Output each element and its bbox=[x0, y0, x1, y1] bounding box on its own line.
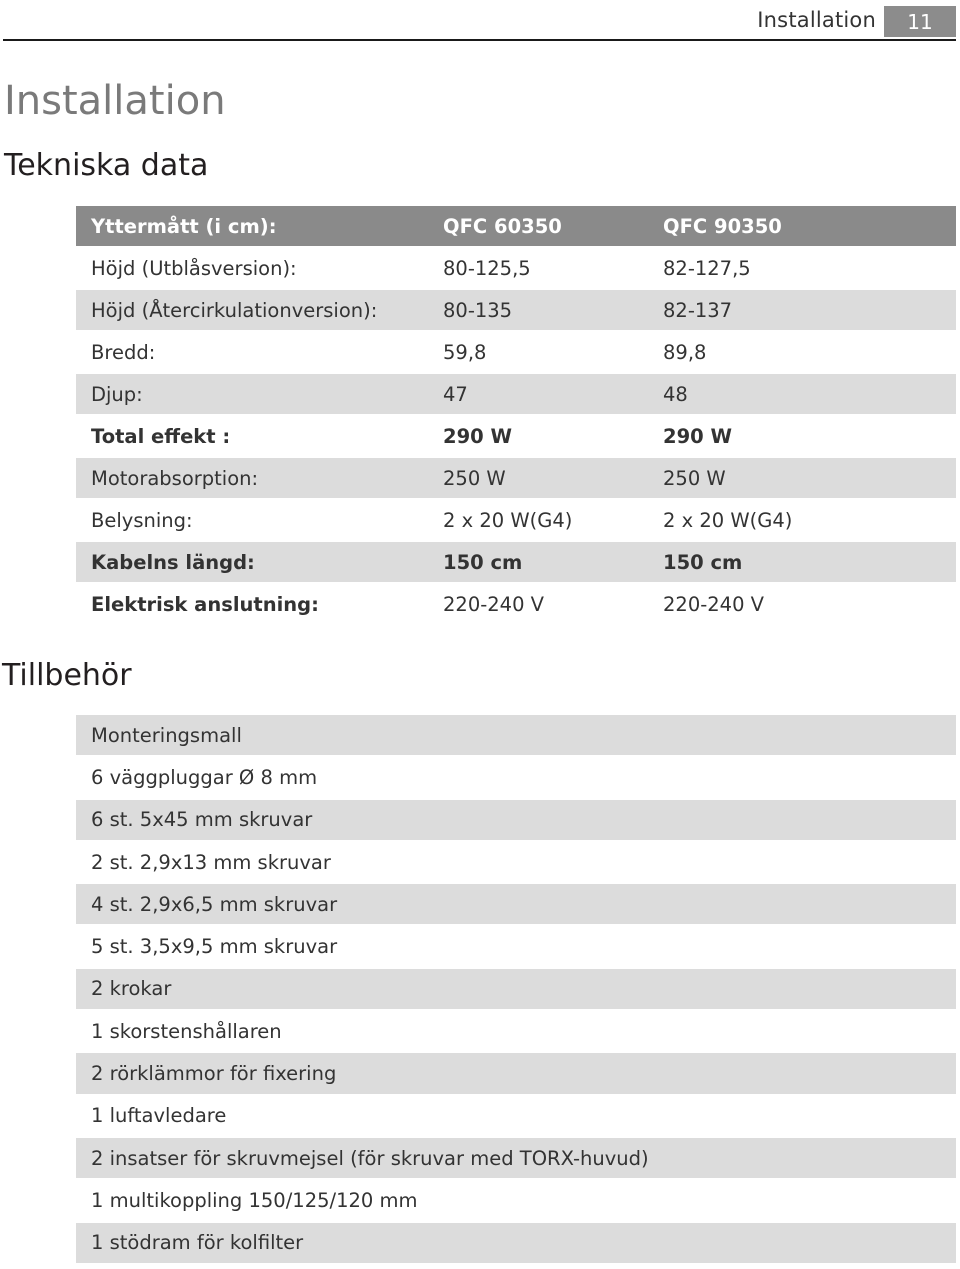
row-label: Höjd (Återcirkulationversion): bbox=[76, 290, 443, 330]
list-item-text: 1 stödram för kolfilter bbox=[76, 1223, 956, 1263]
row-value-60: 250 W bbox=[443, 458, 663, 498]
list-item-text: 2 insatser för skruvmejsel (för skruvar med TORX-huvud) bbox=[76, 1138, 956, 1178]
table-row bbox=[76, 332, 956, 372]
row-value-60: 80-135 bbox=[443, 290, 663, 330]
row-label: Höjd (Utblåsversion): bbox=[76, 248, 443, 288]
list-item-text: 1 skorstenshållaren bbox=[76, 1011, 956, 1051]
page-number-box bbox=[884, 6, 956, 37]
row-label: Belysning: bbox=[76, 500, 443, 540]
list-item-text: Monteringsmall bbox=[76, 715, 956, 755]
page-title: Installation bbox=[4, 78, 226, 124]
row-value-60: 220-240 V bbox=[443, 584, 663, 624]
row-value-60: 150 cm bbox=[443, 542, 663, 582]
row-value-90: 2 x 20 W(G4) bbox=[663, 500, 956, 540]
page-number: 11 bbox=[907, 9, 933, 34]
table-header-row bbox=[76, 206, 956, 246]
row-value-90: 220-240 V bbox=[663, 584, 956, 624]
table-row bbox=[76, 416, 956, 456]
table-row bbox=[76, 290, 956, 330]
list-item-text: 2 krokar bbox=[76, 969, 956, 1009]
header-cell-dimensions: Yttermått (i cm): bbox=[76, 206, 443, 246]
list-item-text: 6 väggpluggar Ø 8 mm bbox=[76, 757, 956, 797]
list-item-text: 1 multikoppling 150/125/120 mm bbox=[76, 1180, 956, 1220]
list-item-text: 5 st. 3,5x9,5 mm skruvar bbox=[76, 926, 956, 966]
row-value-90: 150 cm bbox=[663, 542, 956, 582]
header-cell-model-90: QFC 90350 bbox=[663, 206, 956, 246]
table-row bbox=[76, 542, 956, 582]
table-row bbox=[76, 500, 956, 540]
table-row bbox=[76, 584, 956, 624]
tillbehor-heading: Tillbehör bbox=[2, 658, 132, 693]
row-value-90: 250 W bbox=[663, 458, 956, 498]
row-label: Kabelns längd: bbox=[76, 542, 443, 582]
list-item bbox=[76, 1138, 956, 1178]
page-header bbox=[0, 0, 960, 40]
row-value-60: 290 W bbox=[443, 416, 663, 456]
row-value-90: 82-127,5 bbox=[663, 248, 956, 288]
row-value-60: 2 x 20 W(G4) bbox=[443, 500, 663, 540]
row-label: Motorabsorption: bbox=[76, 458, 443, 498]
list-item-text: 2 rörklämmor för fixering bbox=[76, 1053, 956, 1093]
list-item bbox=[76, 1223, 956, 1263]
header-cell-model-60: QFC 60350 bbox=[443, 206, 663, 246]
row-value-90: 290 W bbox=[663, 416, 956, 456]
row-label: Total effekt : bbox=[76, 416, 443, 456]
row-value-90: 82-137 bbox=[663, 290, 956, 330]
header-section-title: Installation bbox=[757, 8, 876, 32]
list-item bbox=[76, 757, 956, 797]
list-item bbox=[76, 1096, 956, 1136]
list-item bbox=[76, 1011, 956, 1051]
row-value-60: 47 bbox=[443, 374, 663, 414]
row-label: Bredd: bbox=[76, 332, 443, 372]
table-row bbox=[76, 374, 956, 414]
list-item bbox=[76, 884, 956, 924]
list-item bbox=[76, 969, 956, 1009]
row-value-60: 80-125,5 bbox=[443, 248, 663, 288]
row-label: Djup: bbox=[76, 374, 443, 414]
table-row bbox=[76, 248, 956, 288]
list-item-text: 1 luftavledare bbox=[76, 1096, 956, 1136]
row-label: Elektrisk anslutning: bbox=[76, 584, 443, 624]
list-item-text: 6 st. 5x45 mm skruvar bbox=[76, 800, 956, 840]
list-item-text: 2 st. 2,9x13 mm skruvar bbox=[76, 842, 956, 882]
row-value-90: 48 bbox=[663, 374, 956, 414]
row-value-60: 59,8 bbox=[443, 332, 663, 372]
header-divider bbox=[3, 39, 956, 41]
accessories-list bbox=[76, 713, 956, 1265]
list-item bbox=[76, 1180, 956, 1220]
list-item bbox=[76, 842, 956, 882]
list-item bbox=[76, 1053, 956, 1093]
technical-data-table bbox=[76, 204, 956, 626]
list-item bbox=[76, 800, 956, 840]
list-item bbox=[76, 926, 956, 966]
tekniska-data-heading: Tekniska data bbox=[4, 148, 209, 183]
table-row bbox=[76, 458, 956, 498]
list-item bbox=[76, 715, 956, 755]
row-value-90: 89,8 bbox=[663, 332, 956, 372]
list-item-text: 4 st. 2,9x6,5 mm skruvar bbox=[76, 884, 956, 924]
